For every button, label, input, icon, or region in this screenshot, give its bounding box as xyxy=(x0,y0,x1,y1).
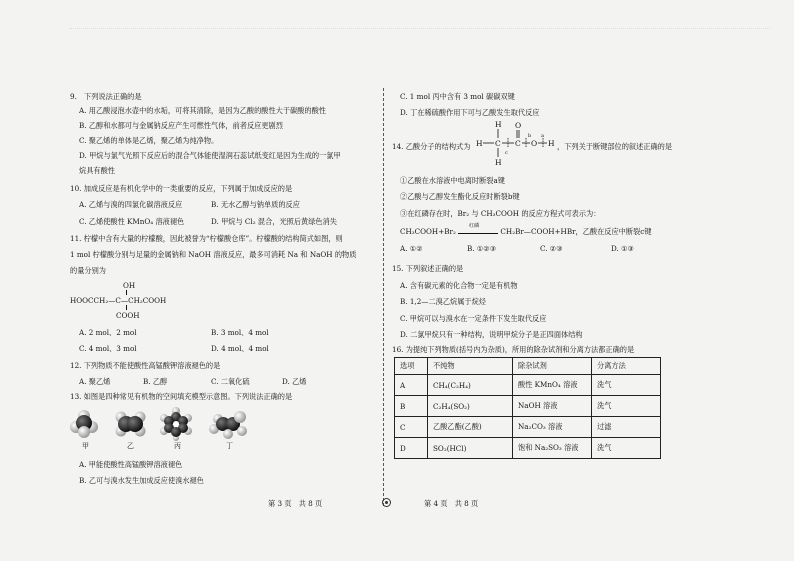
svg-text:H: H xyxy=(495,158,502,167)
q13-stem: 13. 如图是四种常见有机物的空间填充模型示意图。下列说法正确的是 xyxy=(70,392,293,401)
q14-statement-2: ②乙酸与乙醇发生酯化反应时断裂b键 xyxy=(400,192,520,201)
header-method: 分离方法 xyxy=(592,358,661,375)
svg-text:a: a xyxy=(541,133,544,139)
table-cell: Na₂CO₃ 溶液 xyxy=(513,417,592,438)
q14-stem-suffix: ，下列关于断键部位的叙述正确的是 xyxy=(557,142,673,151)
model-label-bing: 丙 xyxy=(174,442,181,450)
model-label-yi: 乙 xyxy=(127,442,134,450)
header-reagent: 除杂试剂 xyxy=(513,358,592,375)
table-cell: B xyxy=(395,396,428,417)
svg-text:C: C xyxy=(515,139,521,148)
q9-option-d-cont: 烷具有酸性 xyxy=(79,166,115,175)
q9-option-c: C. 聚乙烯的单体是乙烯，聚乙烯为纯净物。 xyxy=(79,136,219,145)
q14-statement-3: ③在红磷存在时，Br₂ 与 CH₃COOH 的反应方程式可表示为： xyxy=(400,209,601,218)
table-cell: 洗气 xyxy=(592,438,661,459)
reaction-arrow xyxy=(458,222,498,237)
table-cell: C₂H₄(SO₂) xyxy=(428,396,513,417)
equation-reactants: CH₃COOH+Br₂ xyxy=(400,227,456,236)
structure-bond-bottom xyxy=(126,305,127,310)
q12-option-a: A. 聚乙烯 xyxy=(79,377,111,386)
table-cell: NaOH 溶液 xyxy=(513,396,592,417)
model-label-ding: 丁 xyxy=(226,442,233,450)
table-row xyxy=(395,417,661,438)
svg-text:H: H xyxy=(495,120,502,129)
svg-text:C: C xyxy=(495,139,501,148)
table-cell: 酸性 KMnO₄ 溶液 xyxy=(513,375,592,396)
q10-option-b: B. 无水乙醇与钠单质的反应 xyxy=(211,200,300,209)
svg-text:b: b xyxy=(528,133,532,139)
benzene-model xyxy=(160,407,192,441)
q10-option-a: A. 乙烯与溴的四氯化碳溶液反应 xyxy=(79,200,183,209)
table-cell: CH₄(C₂H₄) xyxy=(428,375,513,396)
q12-option-b: B. 乙醇 xyxy=(143,377,168,386)
q12-option-c: C. 二氧化硫 xyxy=(211,377,250,386)
column-divider xyxy=(383,88,384,506)
purification-table xyxy=(394,357,661,459)
q11-stem-line1: 11. 柠檬中含有大量的柠檬酸，因此被誉为“柠檬酸仓库”。柠檬酸的结构简式如图，则 xyxy=(70,234,343,243)
ethanol-model xyxy=(209,411,247,439)
structure-cooh: COOH xyxy=(116,311,140,320)
q9-stem: 9. 下列说法正确的是 xyxy=(70,92,142,101)
table-cell: C xyxy=(395,417,428,438)
q10-stem: 10. 加成反应是有机化学中的一类重要的反应，下列属于加成反应的是 xyxy=(70,184,293,193)
space-filling-models xyxy=(70,407,280,453)
page-number-left: 第 3 页 共 8 页 xyxy=(268,499,323,508)
reaction-condition: 红磷 xyxy=(469,222,480,229)
table-cell: D xyxy=(395,438,428,459)
structure-oh: OH xyxy=(123,281,136,290)
top-fold-line xyxy=(70,28,770,29)
model-label-jia: 甲 xyxy=(82,442,89,450)
q16-stem: 16. 为提纯下列物质(括号内为杂质)，所用的除杂试剂和分离方法都正确的是 xyxy=(392,345,635,354)
q11-stem-line3: 的量分别为 xyxy=(70,266,106,275)
table-cell: 洗气 xyxy=(592,375,661,396)
svg-text:H: H xyxy=(548,139,555,148)
table-row xyxy=(395,375,661,396)
svg-text:H: H xyxy=(476,139,483,148)
table-row xyxy=(395,438,661,459)
structure-bond-top xyxy=(126,290,127,295)
q11-option-c: C. 4 mol、3 mol xyxy=(79,344,137,353)
structure-main-chain: HOOCCH₂—C—CH₂COOH xyxy=(70,296,167,305)
q9-option-a: A. 用乙酸浸泡水壶中的水垢，可将其清除，是因为乙酸的酸性大于碳酸的酸性 xyxy=(79,106,326,115)
q11-stem-line2: 1 mol 柠檬酸分别与足量的金属钠和 NaOH 溶液反应，最多可消耗 Na 和 NaOH 的物质 xyxy=(70,250,357,259)
q14-option-d: D. ①③ xyxy=(611,244,634,253)
q15-option-d: D. 二氯甲烷只有一种结构，说明甲烷分子是正四面体结构 xyxy=(400,330,583,339)
q12-stem: 12. 下列物质不能使酸性高锰酸钾溶液褪色的是 xyxy=(70,361,221,370)
acetic-acid-structure xyxy=(476,118,556,168)
q13-option-b: B. 乙可与溴水发生加成反应使溴水褪色 xyxy=(79,476,204,485)
table-cell: 乙酸乙酯(乙酸) xyxy=(428,417,513,438)
q10-option-c: C. 乙烯使酸性 KMnO₄ 溶液褪色 xyxy=(79,217,185,226)
q15-option-a: A. 含有碳元素的化合物一定是有机物 xyxy=(400,281,518,290)
table-cell: SO₂(HCl) xyxy=(428,438,513,459)
q15-stem: 15. 下列叙述正确的是 xyxy=(392,264,464,273)
q14-statement-1: ①乙酸在水溶液中电离时断裂a键 xyxy=(400,176,505,185)
q13-option-c: C. 1 mol 丙中含有 3 mol 碳碳双键 xyxy=(400,92,515,101)
ethylene-model xyxy=(116,412,146,437)
q14-option-a: A. ①② xyxy=(400,244,423,253)
table-header-row xyxy=(395,358,661,375)
header-impure-substance: 不纯物 xyxy=(428,358,513,375)
q11-option-b: B. 3 mol、4 mol xyxy=(211,328,269,337)
q9-option-d: D. 甲烷与氯气光照下反应后的混合气体能使湿润石蕊试纸变红是因为生成的一氯甲 xyxy=(79,151,341,160)
page-number-right: 第 4 页 共 8 页 xyxy=(424,499,479,508)
svg-text:O: O xyxy=(515,121,522,130)
q11-option-d: D. 4 mol、4 mol xyxy=(211,344,269,353)
table-cell: 过滤 xyxy=(592,417,661,438)
table-cell: 洗气 xyxy=(592,396,661,417)
q14-option-b: B. ①②③ xyxy=(467,244,497,253)
q12-option-d: D. 乙烯 xyxy=(282,377,307,386)
svg-text:O: O xyxy=(531,139,538,148)
table-row xyxy=(395,396,661,417)
q14-reaction-equation xyxy=(400,222,652,237)
table-cell: A xyxy=(395,375,428,396)
q15-option-b: B. 1,2—二溴乙烷属于烷烃 xyxy=(400,297,486,306)
q13-option-a: A. 甲能使酸性高锰酸钾溶液褪色 xyxy=(79,460,183,469)
methane-model xyxy=(70,410,98,438)
q11-option-a: A. 2 mol、2 mol xyxy=(79,328,137,337)
q14-stem-prefix: 14. 乙酸分子的结构式为 xyxy=(392,142,471,151)
svg-text:c: c xyxy=(505,150,508,156)
table-cell: 饱和 Na₂SO₃ 溶液 xyxy=(513,438,592,459)
q10-option-d: D. 甲烷与 Cl₂ 混合，光照后黄绿色消失 xyxy=(211,217,337,226)
equation-products: CH₂Br—COOH+HBr，乙酸在反应中断裂c键 xyxy=(500,227,652,236)
q13-option-d: D. 丁在稀硫酸作用下可与乙酸发生取代反应 xyxy=(400,108,540,117)
header-option: 选项 xyxy=(395,358,428,375)
q15-option-c: C. 甲烷可以与溴水在一定条件下发生取代反应 xyxy=(400,314,547,323)
q9-option-b: B. 乙醇和水都可与金属钠反应产生可燃性气体，前者反应更剧烈 xyxy=(79,121,283,130)
molecule-models-image xyxy=(70,407,280,441)
binding-mark xyxy=(382,498,391,507)
q14-option-c: C. ②③ xyxy=(540,244,563,253)
